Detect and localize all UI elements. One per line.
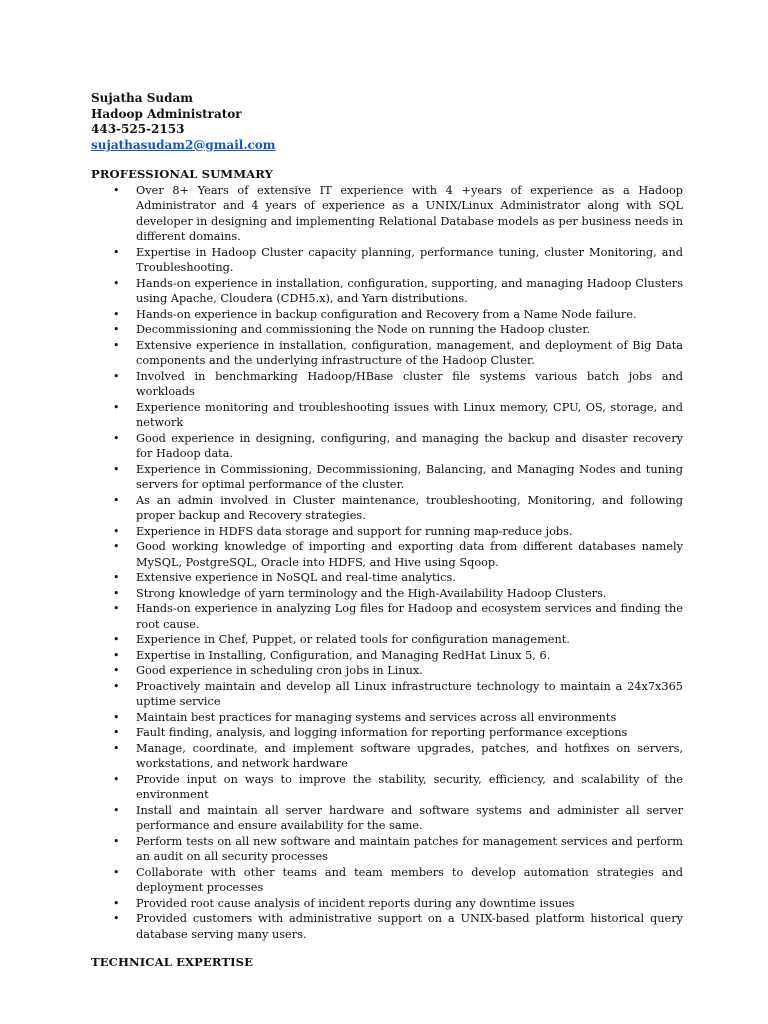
bullet-icon: • bbox=[113, 338, 120, 352]
summary-list-item bbox=[91, 276, 683, 307]
summary-item-text: Good experience in designing, configuring, and managing the backup and disaster recovery for Hadoop data. bbox=[136, 431, 683, 460]
bullet-icon: • bbox=[113, 710, 120, 724]
summary-list-item bbox=[91, 493, 683, 524]
summary-item-text: Maintain best practices for managing systems and services across all environments bbox=[136, 710, 617, 724]
bullet-icon: • bbox=[113, 679, 120, 693]
summary-item-text: Manage, coordinate, and implement software upgrades, patches, and hotfixes on servers, workstations, and network hardware bbox=[136, 741, 683, 770]
professional-summary-heading: PROFESSIONAL SUMMARY bbox=[91, 167, 274, 181]
summary-list-item bbox=[91, 245, 683, 276]
summary-item-text: Hands-on experience in analyzing Log files for Hadoop and ecosystem services and finding the root cause. bbox=[136, 602, 683, 631]
summary-item-text: Decommissioning and commissioning the Node on running the Hadoop cluster. bbox=[136, 323, 591, 336]
bullet-icon: • bbox=[113, 307, 120, 321]
bullet-icon: • bbox=[113, 726, 120, 739]
summary-list-item bbox=[91, 896, 683, 912]
summary-item-text: Expertise in Hadoop Cluster capacity planning, performance tuning, cluster Monitoring, and Troubleshooting. bbox=[136, 245, 683, 274]
summary-item-text: Perform tests on all new software and maintain patches for management services and perform an audit on all security processes bbox=[136, 834, 683, 863]
summary-list-item bbox=[91, 710, 683, 726]
summary-list-item bbox=[91, 322, 683, 338]
summary-list-item bbox=[91, 539, 683, 570]
bullet-icon: • bbox=[113, 431, 120, 445]
bullet-icon: • bbox=[113, 183, 120, 197]
summary-list-item bbox=[91, 431, 683, 462]
bullet-icon: • bbox=[113, 400, 120, 414]
bullet-icon: • bbox=[113, 664, 120, 677]
bullet-icon: • bbox=[113, 462, 120, 476]
bullet-icon: • bbox=[113, 323, 120, 336]
contact-header bbox=[91, 91, 683, 153]
bullet-icon: • bbox=[113, 896, 120, 910]
summary-item-text: Involved in benchmarking Hadoop/HBase cluster file systems various batch jobs and workloads bbox=[136, 369, 683, 398]
summary-list-item bbox=[91, 307, 683, 323]
summary-item-text: Good experience in scheduling cron jobs in Linux. bbox=[136, 664, 423, 677]
summary-item-text: Expertise in Installing, Configuration, and Managing RedHat Linux 5, 6. bbox=[136, 648, 551, 662]
bullet-icon: • bbox=[113, 865, 120, 879]
summary-list-item bbox=[91, 601, 683, 632]
summary-list-item bbox=[91, 183, 683, 245]
summary-item-text: Experience in HDFS data storage and support for running map-reduce jobs. bbox=[136, 524, 573, 538]
summary-list-item bbox=[91, 865, 683, 896]
bullet-icon: • bbox=[113, 633, 120, 646]
bullet-icon: • bbox=[113, 276, 120, 290]
bullet-icon: • bbox=[113, 540, 120, 553]
summary-item-text: Provided customers with administrative support on a UNIX-based platform historical query database serving many users. bbox=[136, 912, 683, 941]
technical-expertise-heading: TECHNICAL EXPERTISE bbox=[91, 955, 254, 969]
bullet-icon: • bbox=[113, 648, 120, 662]
summary-item-text: Over 8+ Years of extensive IT experience with 4 +years of experience as a Hadoop Administrator and 4 years of experience as a UNIX/Linux Administrator along with SQL developer in designing and implementing Relational Database models as per business needs in different domains. bbox=[136, 183, 683, 243]
bullet-icon: • bbox=[113, 803, 120, 817]
summary-list-item bbox=[91, 679, 683, 710]
email-link[interactable]: sujathasudam2@gmail.com bbox=[91, 137, 276, 152]
summary-list-item bbox=[91, 632, 683, 648]
summary-item-text: Experience in Chef, Puppet, or related tools for configuration management. bbox=[136, 633, 570, 646]
summary-list-item bbox=[91, 400, 683, 431]
summary-list-item bbox=[91, 741, 683, 772]
job-title: Hadoop Administrator bbox=[91, 106, 242, 121]
bullet-icon: • bbox=[113, 772, 120, 786]
summary-item-text: Extensive experience in NoSQL and real-time analytics. bbox=[136, 571, 456, 584]
summary-list-item bbox=[91, 725, 683, 741]
summary-list-item bbox=[91, 803, 683, 834]
summary-list-item bbox=[91, 338, 683, 369]
bullet-icon: • bbox=[113, 571, 120, 584]
summary-item-text: Provided root cause analysis of incident reports during any downtime issues bbox=[136, 896, 575, 910]
bullet-icon: • bbox=[113, 524, 120, 538]
bullet-icon: • bbox=[113, 834, 120, 848]
summary-list-item bbox=[91, 772, 683, 803]
candidate-name: Sujatha Sudam bbox=[91, 91, 193, 105]
summary-list-item bbox=[91, 524, 683, 540]
bullet-icon: • bbox=[113, 369, 120, 383]
phone-number: 443-525-2153 bbox=[91, 122, 185, 136]
summary-item-text: Fault finding, analysis, and logging information for reporting performance exceptions bbox=[136, 726, 628, 739]
summary-list-item bbox=[91, 834, 683, 865]
summary-list-item bbox=[91, 462, 683, 493]
summary-list-item bbox=[91, 586, 683, 602]
bullet-icon: • bbox=[113, 245, 120, 259]
summary-item-text: Extensive experience in installation, configuration, management, and deployment of Big Data components and the underlying infrastructure of the Hadoop Cluster. bbox=[136, 338, 683, 367]
summary-item-text: Provide input on ways to improve the stability, security, efficiency, and scalability of the environment bbox=[136, 772, 683, 801]
bullet-icon: • bbox=[113, 912, 120, 925]
bullet-icon: • bbox=[113, 741, 120, 755]
bullet-icon: • bbox=[113, 586, 120, 600]
summary-item-text: Install and maintain all server hardware and software systems and administer all server performance and ensure availability for the same. bbox=[136, 803, 683, 832]
summary-list-item bbox=[91, 911, 683, 942]
summary-item-text: Experience monitoring and troubleshooting issues with Linux memory, CPU, OS, storage, and network bbox=[136, 400, 683, 429]
summary-list-item bbox=[91, 663, 683, 679]
summary-list-item bbox=[91, 369, 683, 400]
summary-item-text: Hands-on experience in backup configuration and Recovery from a Name Node failure. bbox=[136, 307, 637, 321]
summary-item-text: Good working knowledge of importing and exporting data from different databases namely MySQL, PostgreSQL, Oracle into HDFS, and Hive using Sqoop. bbox=[136, 540, 683, 569]
summary-list-item bbox=[91, 570, 683, 586]
professional-summary-list bbox=[91, 183, 683, 943]
summary-item-text: Strong knowledge of yarn terminology and the High-Availability Hadoop Clusters. bbox=[136, 586, 607, 600]
summary-item-text: Proactively maintain and develop all Linux infrastructure technology to maintain a 24x7x365 uptime service bbox=[136, 679, 683, 708]
bullet-icon: • bbox=[113, 602, 120, 615]
summary-item-text: Hands-on experience in installation, configuration, supporting, and managing Hadoop Clusters using Apache, Cloudera (CDH5.x), and Yarn distributions. bbox=[136, 276, 683, 305]
summary-list-item bbox=[91, 648, 683, 664]
summary-item-text: Experience in Commissioning, Decommissioning, Balancing, and Managing Nodes and tuning servers for optimal performance of the cluster. bbox=[136, 462, 683, 491]
bullet-icon: • bbox=[113, 493, 120, 507]
summary-item-text: As an admin involved in Cluster maintenance, troubleshooting, Monitoring, and following proper backup and Recovery strategies. bbox=[136, 493, 683, 522]
summary-item-text: Collaborate with other teams and team members to develop automation strategies and deployment processes bbox=[136, 865, 683, 894]
